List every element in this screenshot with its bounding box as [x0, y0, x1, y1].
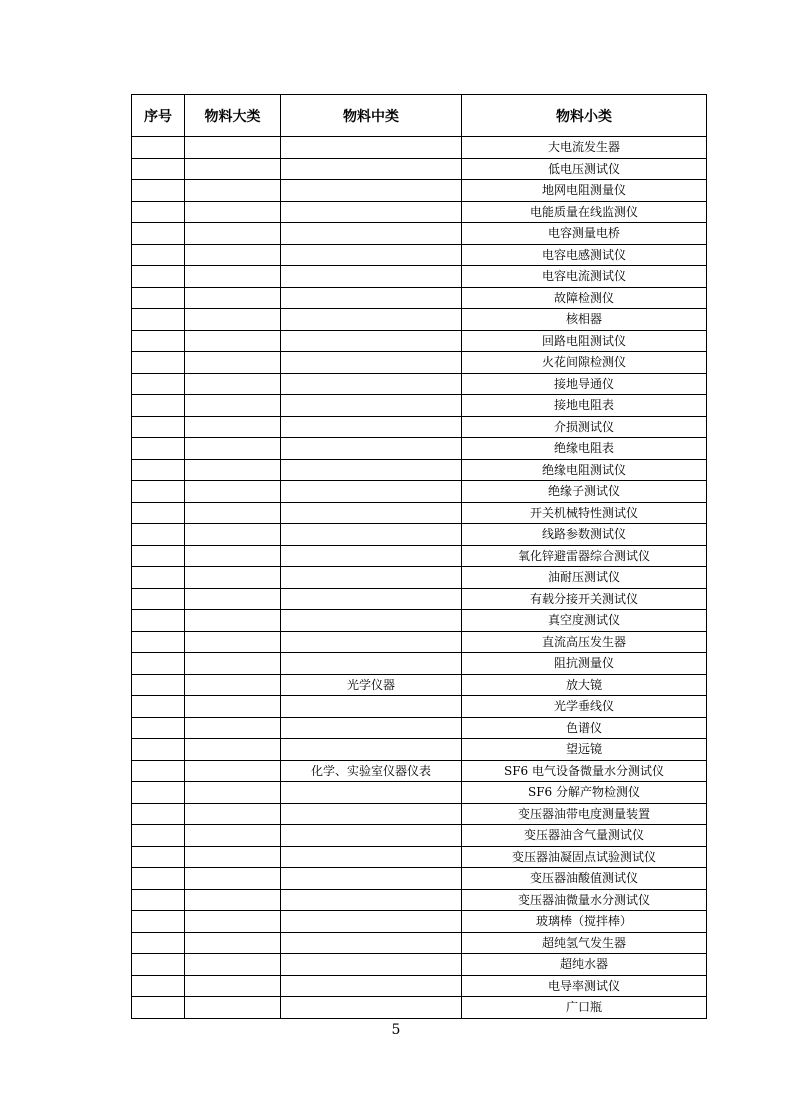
table-row — [132, 674, 707, 696]
table-header-row — [132, 95, 707, 137]
major-category-cell — [185, 373, 281, 395]
serial-number-cell — [132, 803, 185, 825]
table-row — [132, 567, 707, 589]
major-category-cell — [185, 158, 281, 180]
header-serial-number: 序号 — [132, 95, 185, 137]
major-category-cell — [185, 352, 281, 374]
table-row — [132, 330, 707, 352]
major-category-cell — [185, 438, 281, 460]
serial-number-cell — [132, 545, 185, 567]
minor-category-cell: 接地电阻表 — [462, 395, 707, 417]
table-row — [132, 868, 707, 890]
serial-number-cell — [132, 459, 185, 481]
header-minor-category: 物料小类 — [462, 95, 707, 137]
table-row — [132, 395, 707, 417]
major-category-cell — [185, 911, 281, 933]
middle-category-cell — [281, 803, 462, 825]
serial-number-cell — [132, 997, 185, 1019]
middle-category-cell — [281, 717, 462, 739]
major-category-cell — [185, 588, 281, 610]
major-category-cell — [185, 459, 281, 481]
minor-category-cell: 阻抗测量仪 — [462, 653, 707, 675]
major-category-cell — [185, 201, 281, 223]
minor-category-cell: 接地导通仪 — [462, 373, 707, 395]
minor-category-cell: 超纯氢气发生器 — [462, 932, 707, 954]
serial-number-cell — [132, 760, 185, 782]
middle-category-cell — [281, 653, 462, 675]
minor-category-cell: 油耐压测试仪 — [462, 567, 707, 589]
middle-category-cell — [281, 266, 462, 288]
minor-category-cell: 介损测试仪 — [462, 416, 707, 438]
minor-category-cell: 直流高压发生器 — [462, 631, 707, 653]
minor-category-cell: 电导率测试仪 — [462, 975, 707, 997]
middle-category-cell — [281, 846, 462, 868]
minor-category-cell: 超纯水器 — [462, 954, 707, 976]
major-category-cell — [185, 481, 281, 503]
table-row — [132, 244, 707, 266]
serial-number-cell — [132, 717, 185, 739]
table-row — [132, 825, 707, 847]
minor-category-cell: 玻璃棒（搅拌棒） — [462, 911, 707, 933]
serial-number-cell — [132, 674, 185, 696]
minor-category-cell: 有载分接开关测试仪 — [462, 588, 707, 610]
minor-category-cell: 电容电感测试仪 — [462, 244, 707, 266]
middle-category-cell — [281, 567, 462, 589]
table-row — [132, 502, 707, 524]
major-category-cell — [185, 545, 281, 567]
table-row — [132, 524, 707, 546]
major-category-cell — [185, 717, 281, 739]
major-category-cell — [185, 674, 281, 696]
table-row — [132, 438, 707, 460]
minor-category-cell: 线路参数测试仪 — [462, 524, 707, 546]
middle-category-cell — [281, 932, 462, 954]
serial-number-cell — [132, 868, 185, 890]
serial-number-cell — [132, 524, 185, 546]
table-row — [132, 997, 707, 1019]
middle-category-cell — [281, 352, 462, 374]
major-category-cell — [185, 137, 281, 159]
serial-number-cell — [132, 739, 185, 761]
minor-category-cell: 绝缘电阻测试仪 — [462, 459, 707, 481]
minor-category-cell: SF6 电气设备微量水分测试仪 — [462, 760, 707, 782]
header-major-category: 物料大类 — [185, 95, 281, 137]
table-row — [132, 352, 707, 374]
major-category-cell — [185, 287, 281, 309]
table-row — [132, 223, 707, 245]
middle-category-cell — [281, 739, 462, 761]
serial-number-cell — [132, 373, 185, 395]
middle-category-cell — [281, 416, 462, 438]
serial-number-cell — [132, 158, 185, 180]
table-row — [132, 610, 707, 632]
middle-category-cell — [281, 309, 462, 331]
middle-category-cell: 化学、实验室仪器仪表 — [281, 760, 462, 782]
middle-category-cell — [281, 825, 462, 847]
table-row — [132, 739, 707, 761]
serial-number-cell — [132, 352, 185, 374]
middle-category-cell — [281, 889, 462, 911]
table-row — [132, 717, 707, 739]
major-category-cell — [185, 975, 281, 997]
middle-category-cell — [281, 868, 462, 890]
middle-category-cell — [281, 631, 462, 653]
table-row — [132, 588, 707, 610]
middle-category-cell — [281, 954, 462, 976]
serial-number-cell — [132, 954, 185, 976]
serial-number-cell — [132, 782, 185, 804]
minor-category-cell: 变压器油微量水分测试仪 — [462, 889, 707, 911]
header-middle-category: 物料中类 — [281, 95, 462, 137]
minor-category-cell: 绝缘电阻表 — [462, 438, 707, 460]
middle-category-cell — [281, 782, 462, 804]
minor-category-cell: 变压器油含气量测试仪 — [462, 825, 707, 847]
major-category-cell — [185, 223, 281, 245]
middle-category-cell — [281, 545, 462, 567]
table-row — [132, 137, 707, 159]
materials-table — [131, 94, 707, 1019]
minor-category-cell: 变压器油凝固点试验测试仪 — [462, 846, 707, 868]
middle-category-cell — [281, 395, 462, 417]
table-row — [132, 309, 707, 331]
major-category-cell — [185, 760, 281, 782]
minor-category-cell: 色谱仪 — [462, 717, 707, 739]
serial-number-cell — [132, 567, 185, 589]
middle-category-cell — [281, 438, 462, 460]
middle-category-cell — [281, 137, 462, 159]
serial-number-cell — [132, 653, 185, 675]
middle-category-cell — [281, 201, 462, 223]
minor-category-cell: 变压器油带电度测量装置 — [462, 803, 707, 825]
table-row — [132, 545, 707, 567]
minor-category-cell: 绝缘子测试仪 — [462, 481, 707, 503]
serial-number-cell — [132, 266, 185, 288]
major-category-cell — [185, 868, 281, 890]
serial-number-cell — [132, 180, 185, 202]
table-row — [132, 373, 707, 395]
minor-category-cell: 回路电阻测试仪 — [462, 330, 707, 352]
serial-number-cell — [132, 588, 185, 610]
serial-number-cell — [132, 502, 185, 524]
minor-category-cell: 大电流发生器 — [462, 137, 707, 159]
major-category-cell — [185, 180, 281, 202]
table-row — [132, 975, 707, 997]
minor-category-cell: 地网电阻测量仪 — [462, 180, 707, 202]
major-category-cell — [185, 631, 281, 653]
middle-category-cell — [281, 481, 462, 503]
table-row — [132, 954, 707, 976]
table-row — [132, 889, 707, 911]
middle-category-cell — [281, 459, 462, 481]
major-category-cell — [185, 330, 281, 352]
serial-number-cell — [132, 330, 185, 352]
minor-category-cell: 变压器油酸值测试仪 — [462, 868, 707, 890]
serial-number-cell — [132, 137, 185, 159]
serial-number-cell — [132, 825, 185, 847]
major-category-cell — [185, 395, 281, 417]
serial-number-cell — [132, 416, 185, 438]
minor-category-cell: 望远镜 — [462, 739, 707, 761]
table-row — [132, 459, 707, 481]
table-row — [132, 416, 707, 438]
middle-category-cell — [281, 696, 462, 718]
minor-category-cell: SF6 分解产物检测仪 — [462, 782, 707, 804]
table-row — [132, 846, 707, 868]
major-category-cell — [185, 610, 281, 632]
middle-category-cell — [281, 610, 462, 632]
minor-category-cell: 电能质量在线监测仪 — [462, 201, 707, 223]
major-category-cell — [185, 244, 281, 266]
minor-category-cell: 电容测量电桥 — [462, 223, 707, 245]
middle-category-cell — [281, 373, 462, 395]
minor-category-cell: 电容电流测试仪 — [462, 266, 707, 288]
page-number: 5 — [391, 1022, 401, 1038]
middle-category-cell: 光学仪器 — [281, 674, 462, 696]
major-category-cell — [185, 997, 281, 1019]
major-category-cell — [185, 739, 281, 761]
serial-number-cell — [132, 889, 185, 911]
major-category-cell — [185, 416, 281, 438]
minor-category-cell: 真空度测试仪 — [462, 610, 707, 632]
table-row — [132, 911, 707, 933]
serial-number-cell — [132, 309, 185, 331]
major-category-cell — [185, 696, 281, 718]
table-row — [132, 201, 707, 223]
major-category-cell — [185, 653, 281, 675]
serial-number-cell — [132, 201, 185, 223]
table-row — [132, 932, 707, 954]
table-row — [132, 782, 707, 804]
table-row — [132, 631, 707, 653]
major-category-cell — [185, 889, 281, 911]
table-row — [132, 760, 707, 782]
serial-number-cell — [132, 481, 185, 503]
minor-category-cell: 故障检测仪 — [462, 287, 707, 309]
major-category-cell — [185, 266, 281, 288]
serial-number-cell — [132, 395, 185, 417]
middle-category-cell — [281, 997, 462, 1019]
major-category-cell — [185, 846, 281, 868]
minor-category-cell: 核相器 — [462, 309, 707, 331]
table-row — [132, 287, 707, 309]
table-row — [132, 481, 707, 503]
table-body — [132, 137, 707, 1019]
serial-number-cell — [132, 932, 185, 954]
middle-category-cell — [281, 911, 462, 933]
serial-number-cell — [132, 223, 185, 245]
middle-category-cell — [281, 287, 462, 309]
major-category-cell — [185, 825, 281, 847]
middle-category-cell — [281, 502, 462, 524]
minor-category-cell: 氧化锌避雷器综合测试仪 — [462, 545, 707, 567]
middle-category-cell — [281, 244, 462, 266]
serial-number-cell — [132, 610, 185, 632]
major-category-cell — [185, 524, 281, 546]
minor-category-cell: 火花间隙检测仪 — [462, 352, 707, 374]
serial-number-cell — [132, 696, 185, 718]
middle-category-cell — [281, 158, 462, 180]
serial-number-cell — [132, 631, 185, 653]
middle-category-cell — [281, 588, 462, 610]
major-category-cell — [185, 803, 281, 825]
table-row — [132, 266, 707, 288]
major-category-cell — [185, 954, 281, 976]
minor-category-cell: 低电压测试仪 — [462, 158, 707, 180]
minor-category-cell: 光学垂线仪 — [462, 696, 707, 718]
major-category-cell — [185, 567, 281, 589]
minor-category-cell: 放大镜 — [462, 674, 707, 696]
middle-category-cell — [281, 524, 462, 546]
serial-number-cell — [132, 244, 185, 266]
major-category-cell — [185, 932, 281, 954]
table-row — [132, 180, 707, 202]
middle-category-cell — [281, 975, 462, 997]
major-category-cell — [185, 502, 281, 524]
serial-number-cell — [132, 975, 185, 997]
minor-category-cell: 广口瓶 — [462, 997, 707, 1019]
serial-number-cell — [132, 287, 185, 309]
serial-number-cell — [132, 438, 185, 460]
table-row — [132, 653, 707, 675]
serial-number-cell — [132, 846, 185, 868]
middle-category-cell — [281, 330, 462, 352]
table-row — [132, 803, 707, 825]
major-category-cell — [185, 782, 281, 804]
minor-category-cell: 开关机械特性测试仪 — [462, 502, 707, 524]
serial-number-cell — [132, 911, 185, 933]
table-row — [132, 158, 707, 180]
table-row — [132, 696, 707, 718]
major-category-cell — [185, 309, 281, 331]
middle-category-cell — [281, 180, 462, 202]
middle-category-cell — [281, 223, 462, 245]
